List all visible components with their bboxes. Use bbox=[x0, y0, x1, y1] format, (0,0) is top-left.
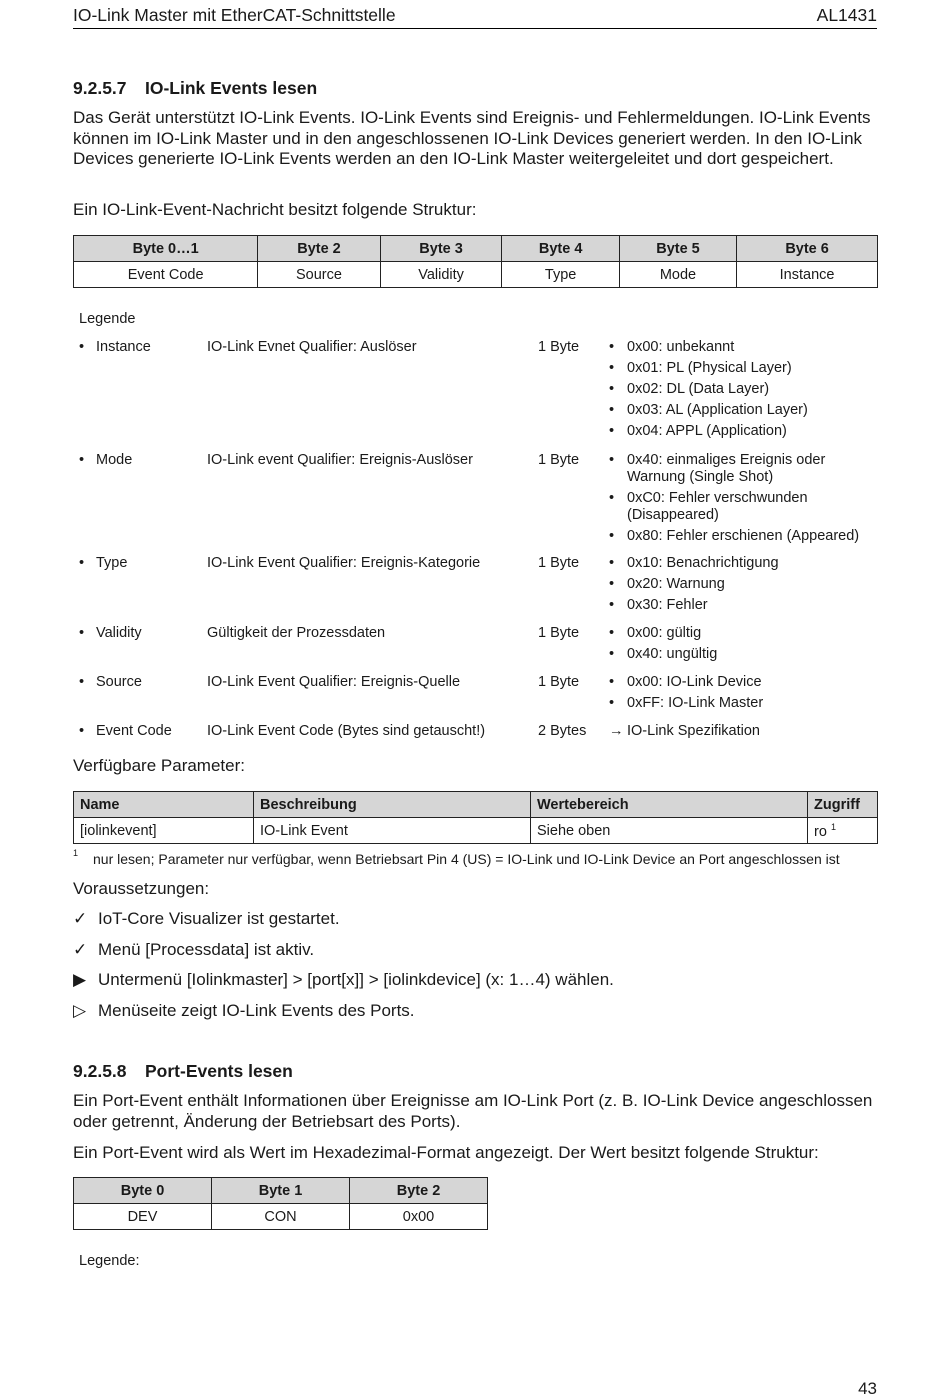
step-check-2 bbox=[73, 940, 314, 960]
legend-values: • 0x40: einmaliges Ereignis oder Warnung (Single Shot) • 0xC0: Fehler verschwunden (Disappeared) • 0x80: Fehler erschienen (Appeared) bbox=[609, 452, 860, 544]
legend-name: Mode bbox=[96, 452, 133, 468]
play-triangle-icon: ▶ bbox=[73, 970, 87, 989]
section-number: 9.2.5.7 bbox=[73, 78, 127, 98]
table-header: Byte 4 bbox=[502, 236, 619, 262]
table-cell: Validity bbox=[380, 262, 502, 288]
port-intro-paragraph: Ein Port-Event enthält Informationen über Ereignisse am IO-Link Port (z. B. IO-Link Device angeschlossen oder getrennt, Änderung der Betriebsart des Ports). bbox=[73, 1091, 873, 1131]
section-title: IO-Link Events lesen bbox=[145, 78, 318, 98]
table-header: Zugriff bbox=[808, 792, 878, 818]
table-header: Byte 1 bbox=[212, 1178, 350, 1204]
table-cell: [iolinkevent] bbox=[74, 818, 254, 844]
legend-name: Source bbox=[96, 674, 142, 690]
table-cell: Source bbox=[258, 262, 380, 288]
port-byte-table bbox=[73, 1177, 488, 1230]
step-text: Menüseite zeigt IO-Link Events des Ports. bbox=[98, 1001, 415, 1020]
page-header bbox=[73, 4, 877, 29]
legend-value: 0xC0: Fehler verschwunden (Disappeared) bbox=[627, 490, 808, 523]
legend-value: 0x40: ungültig bbox=[627, 646, 718, 662]
legend-desc: Gültigkeit der Prozessdaten bbox=[207, 625, 386, 641]
table-cell: Mode bbox=[619, 262, 736, 288]
table-header: Byte 6 bbox=[737, 236, 878, 262]
legend-values: • 0x10: Benachrichtigung • 0x20: Warnung • 0x30: Fehler bbox=[609, 555, 779, 613]
legend-value: 0x03: AL (Application Layer) bbox=[627, 402, 808, 418]
legend-value: 0x80: Fehler erschienen (Appeared) bbox=[627, 528, 860, 544]
port-structure-text: Ein Port-Event wird als Wert im Hexadezimal-Format angezeigt. Der Wert besitzt folgende Struktur: bbox=[73, 1143, 819, 1162]
table-cell: Instance bbox=[737, 262, 878, 288]
table-header: Byte 3 bbox=[380, 236, 502, 262]
table-header: Byte 5 bbox=[619, 236, 736, 262]
structure-text: Ein IO-Link-Event-Nachricht besitzt folgende Struktur: bbox=[73, 200, 477, 219]
step-text: Untermenü [Iolinkmaster] > [port[x]] > [iolinkdevice] (x: 1…4) wählen. bbox=[98, 970, 614, 989]
footnote-ref: 1 bbox=[830, 821, 836, 832]
legend-values: • 0x00: unbekannt • 0x01: PL (Physical Layer) • 0x02: DL (Data Layer) • 0x03: AL (Application Layer) • 0x04: APPL (Application) bbox=[609, 339, 808, 439]
legend-value: 0xFF: IO-Link Master bbox=[627, 695, 764, 711]
legend-name: Validity bbox=[96, 625, 142, 641]
legend-values bbox=[609, 723, 869, 744]
checkmark-icon: ✓ bbox=[73, 909, 88, 928]
arrow-right-icon: → bbox=[609, 723, 624, 739]
table-cell: 0x00 bbox=[350, 1204, 488, 1230]
table-cell: CON bbox=[212, 1204, 350, 1230]
prereq-title: Voraussetzungen: bbox=[73, 879, 210, 898]
event-byte-table bbox=[73, 235, 878, 288]
table-cell: Siehe oben bbox=[531, 818, 808, 844]
legend-value: 0x02: DL (Data Layer) bbox=[627, 381, 770, 397]
legend-size: 1 Byte bbox=[538, 555, 580, 571]
section-heading-events bbox=[73, 78, 317, 99]
legend-value: 0x00: gültig bbox=[627, 625, 702, 641]
table-cell: DEV bbox=[74, 1204, 212, 1230]
header-product: AL1431 bbox=[816, 5, 877, 25]
footnote-number: 1 bbox=[73, 848, 79, 858]
legend-value: 0x30: Fehler bbox=[627, 597, 708, 613]
table-header: Byte 0 bbox=[74, 1178, 212, 1204]
legend-name: Type bbox=[96, 555, 128, 571]
legend-value: IO-Link Spezifikation bbox=[627, 723, 760, 739]
section-number: 9.2.5.8 bbox=[73, 1061, 127, 1081]
legend-size: 2 Bytes bbox=[538, 723, 587, 739]
legend-value: 0x10: Benachrichtigung bbox=[627, 555, 779, 571]
table-header: Byte 2 bbox=[258, 236, 380, 262]
table-header: Beschreibung bbox=[254, 792, 531, 818]
legend-value: 0x20: Warnung bbox=[627, 576, 725, 592]
legend-desc: IO-Link Evnet Qualifier: Auslöser bbox=[207, 339, 417, 355]
legend-value: 0x04: APPL (Application) bbox=[627, 423, 787, 439]
legend-title: Legende bbox=[79, 311, 136, 327]
table-header: Name bbox=[74, 792, 254, 818]
port-legend-title: Legende: bbox=[79, 1253, 140, 1269]
section-heading-port-events bbox=[73, 1061, 293, 1082]
legend-values: • 0x00: IO-Link Device • 0xFF: IO-Link Master bbox=[609, 674, 764, 711]
page-number: 43 bbox=[858, 1379, 877, 1398]
legend-desc: IO-Link event Qualifier: Ereignis-Auslöser bbox=[207, 452, 473, 468]
section-title: Port-Events lesen bbox=[145, 1061, 293, 1081]
access-value: ro bbox=[814, 823, 827, 840]
legend-desc: IO-Link Event Code (Bytes sind getauscht!) bbox=[207, 723, 486, 739]
params-title: Verfügbare Parameter: bbox=[73, 756, 245, 775]
table-header: Byte 0…1 bbox=[74, 236, 258, 262]
legend-value: 0x00: unbekannt bbox=[627, 339, 735, 355]
legend-desc: IO-Link Event Qualifier: Ereignis-Quelle bbox=[207, 674, 461, 690]
step-text: IoT-Core Visualizer ist gestartet. bbox=[98, 909, 340, 928]
table-cell: Type bbox=[502, 262, 619, 288]
legend-value: 0x01: PL (Physical Layer) bbox=[627, 360, 792, 376]
legend-name: Instance bbox=[96, 339, 151, 355]
table-cell: Event Code bbox=[74, 262, 258, 288]
footnote-text: nur lesen; Parameter nur verfügbar, wenn Betriebsart Pin 4 (US) = IO-Link und IO-Link Device an Port angeschlossen ist bbox=[93, 851, 840, 867]
legend-size: 1 Byte bbox=[538, 625, 580, 641]
step-result bbox=[73, 1001, 415, 1021]
table-cell: IO-Link Event bbox=[254, 818, 531, 844]
parameter-table bbox=[73, 791, 878, 844]
step-text: Menü [Processdata] ist aktiv. bbox=[98, 940, 315, 959]
step-action bbox=[73, 970, 614, 990]
header-title: IO-Link Master mit EtherCAT-Schnittstelle bbox=[73, 5, 396, 25]
checkmark-icon: ✓ bbox=[73, 940, 88, 959]
table-cell-access bbox=[808, 818, 878, 844]
legend-value: 0x40: einmaliges Ereignis oder Warnung (Single Shot) bbox=[627, 452, 826, 485]
legend-size: 1 Byte bbox=[538, 452, 580, 468]
table-header: Wertebereich bbox=[531, 792, 808, 818]
legend-name: Event Code bbox=[96, 723, 172, 739]
intro-paragraph: Das Gerät unterstützt IO-Link Events. IO-Link Events sind Ereignis- und Fehlermeldungen. IO-Link Events können im IO-Link Master und in den angeschlossenen IO-Link Devices generiert werden. In den IO-Link Devices generierte IO-Link Events werden an den IO-Link Master weitergeleitet und dort gespeichert. bbox=[73, 108, 871, 168]
legend-desc: IO-Link Event Qualifier: Ereignis-Kategorie bbox=[207, 555, 481, 571]
step-check-1 bbox=[73, 909, 340, 929]
legend-value: 0x00: IO-Link Device bbox=[627, 674, 762, 690]
legend-values: • 0x00: gültig • 0x40: ungültig bbox=[609, 625, 718, 662]
outline-triangle-icon: ▷ bbox=[73, 1001, 87, 1020]
table-header: Byte 2 bbox=[350, 1178, 488, 1204]
legend-size: 1 Byte bbox=[538, 674, 580, 690]
legend-size: 1 Byte bbox=[538, 339, 580, 355]
